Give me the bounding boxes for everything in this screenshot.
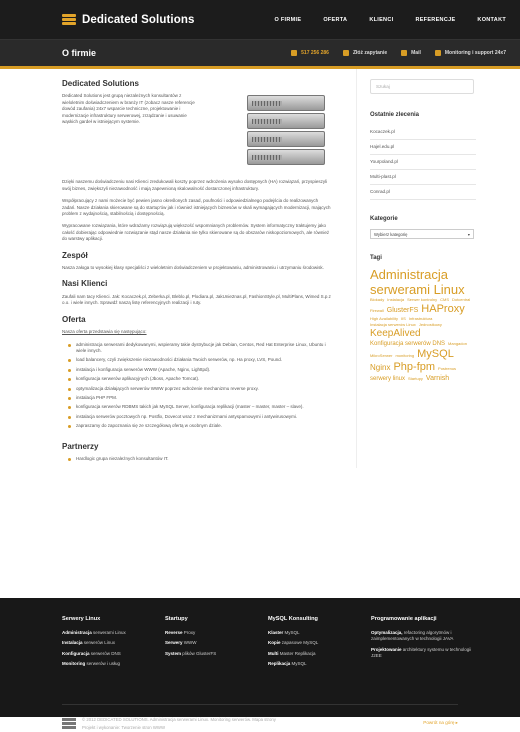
chevron-down-icon: ▾ bbox=[467, 231, 470, 237]
tag-link[interactable]: Instalacja bbox=[387, 297, 405, 302]
subheader bbox=[0, 40, 520, 69]
back-to-top-link[interactable]: Powrót na górę ▸ bbox=[423, 720, 458, 725]
tag-link[interactable]: HAProxy bbox=[421, 303, 465, 315]
tag-cloud bbox=[370, 268, 476, 384]
tag-link[interactable]: Postrenus bbox=[438, 366, 457, 371]
footer-link[interactable]: Klaster MySQL bbox=[268, 630, 300, 636]
list-item: instalacja PHP FPM. bbox=[68, 395, 331, 401]
recent-list bbox=[370, 125, 476, 200]
footer bbox=[0, 598, 520, 730]
footer-heading: MySQL Konsulting bbox=[268, 616, 318, 622]
tag-link[interactable]: Konfiguracja serwerów DNS bbox=[370, 341, 446, 347]
mail-icon bbox=[401, 50, 407, 56]
tag-link[interactable]: Blokady bbox=[370, 297, 385, 302]
offer-heading: Oferta bbox=[62, 314, 86, 324]
partners-heading: Partnerzy bbox=[62, 441, 99, 451]
footer-link[interactable]: Multi Master Replikacja bbox=[268, 650, 316, 656]
categories-heading: Kategorie bbox=[370, 216, 398, 222]
footer-columns bbox=[0, 598, 520, 671]
footer-divider bbox=[62, 704, 458, 705]
sidebar bbox=[356, 69, 476, 468]
nav-referencje[interactable]: REFERENCJE bbox=[415, 16, 456, 23]
tag-link[interactable]: monitoring bbox=[395, 353, 415, 358]
main-nav bbox=[274, 17, 506, 23]
list-item: instalacja serwerów pocztowych np. Postfix, Dovecot wraz z mechanizmami antyspamowymi i antywirusowymi. bbox=[68, 414, 331, 420]
footer-logo-icon bbox=[62, 717, 76, 731]
footer-link[interactable]: Monitoring serwerów i usług bbox=[62, 660, 121, 666]
recent-heading: Ostatnie zlecenia bbox=[370, 112, 420, 118]
main-content bbox=[62, 69, 331, 468]
tag-link[interactable]: Firewall bbox=[370, 308, 384, 313]
company-heading: Dedicated Solutions bbox=[62, 79, 139, 88]
recent-item[interactable]: Hajel.edu.pl bbox=[370, 140, 476, 155]
footer-heading: Startupy bbox=[165, 616, 188, 622]
logo-icon bbox=[62, 13, 76, 27]
footer-column bbox=[268, 616, 371, 671]
tag-link[interactable]: IIS bbox=[400, 316, 406, 321]
tag-link[interactable]: Varnish bbox=[425, 375, 450, 382]
team-text: Nasza załoga to wysokiej klasy specjaliści z wieloletnim doświadczeniem w projektowaniu, administrowaniu i utrzymaniu środowisk. bbox=[62, 265, 324, 271]
offer-intro: Nasza oferta przedstawia się następująco: bbox=[62, 329, 147, 335]
tag-link[interactable]: serwery linux bbox=[370, 376, 406, 382]
footer-heading: Programowanie aplikacji bbox=[371, 616, 437, 622]
page-title: O firmie bbox=[62, 48, 97, 58]
offer-list bbox=[68, 342, 331, 430]
chat-icon bbox=[343, 50, 349, 56]
clients-heading: Nasi Klienci bbox=[62, 279, 108, 289]
mail-link[interactable]: Mail bbox=[401, 50, 421, 56]
nav-kontakt[interactable]: KONTAKT bbox=[477, 16, 506, 23]
tag-link[interactable]: Startupy bbox=[408, 376, 423, 381]
footer-column bbox=[165, 616, 268, 671]
clients-text: Zaufali nam tacy Klienci. Jak: Kocaczek.pl, Zeberka.pl, Bleblo.pl, Plodiara.pl, JakUnie2nas.pl, FashionStyle.pl, MultiPlans, Wimed S.p.z o.o. i wiele innych. Sprawdź naszą listę referencyjnych realizacji i ruty. bbox=[62, 293, 331, 306]
tag-link[interactable]: Serwer kontrolny bbox=[407, 297, 438, 302]
tag-link[interactable]: Php-fpm bbox=[393, 361, 436, 373]
list-item: administracja serwerami dedykowanymi, wspieramy takie dystrybucje jak Debian, Centos, Red Hat Enterprise Linux, Ubuntu i wiele innych. bbox=[68, 342, 331, 355]
tag-link[interactable]: CMS bbox=[440, 297, 450, 302]
phone-contact[interactable]: 517 256 286 bbox=[291, 50, 329, 56]
tags-heading: Tagi bbox=[370, 255, 382, 261]
brand-name: Dedicated Solutions bbox=[82, 13, 195, 26]
contact-strip bbox=[291, 50, 506, 56]
footer-link[interactable]: Reverse Proxy bbox=[165, 630, 196, 636]
tag-link[interactable]: Infrastruktura bbox=[408, 316, 433, 321]
tag-link[interactable]: Mangadon bbox=[448, 341, 467, 346]
tag-link[interactable]: Dotcentral bbox=[452, 297, 471, 302]
tag-link[interactable]: MySQL bbox=[417, 348, 454, 360]
footer-heading: Serwery Linux bbox=[62, 616, 101, 622]
footer-link[interactable]: Kopie zapasowe MySQL bbox=[268, 640, 319, 646]
tag-link[interactable]: GlusterFS bbox=[386, 307, 419, 314]
copyright: © 2012 DEDICATED SOLUTIONS. Administracja serwerami Linux. Monitoring serwerów. Mapa strony Projekt i wykonanie: Tworzenie stron WWW bbox=[62, 716, 276, 732]
recent-item[interactable]: Conrad.pl bbox=[370, 185, 476, 200]
tag-link[interactable]: KeepAlived bbox=[370, 328, 421, 339]
server-image bbox=[241, 91, 331, 173]
team-heading: Zespół bbox=[62, 250, 88, 260]
tag-link[interactable]: Instalacja serwerów Linux bbox=[370, 322, 416, 327]
logo[interactable] bbox=[62, 13, 194, 27]
category-select[interactable]: Wybierz kategorię ▾ bbox=[370, 229, 474, 239]
recent-item[interactable]: Yourpoland.pl bbox=[370, 155, 476, 170]
footer-link[interactable]: System plików GlusterFS bbox=[165, 650, 217, 656]
nav-klienci[interactable]: KLIENCI bbox=[369, 16, 394, 23]
nav-o-firmie[interactable]: O FIRMIE bbox=[274, 16, 302, 23]
top-bar bbox=[0, 0, 520, 40]
footer-link[interactable]: Administracja serwerami Linux bbox=[62, 630, 126, 636]
footer-column bbox=[371, 616, 474, 671]
intro-text: Dedicated Solutions jest grupą niezależnych konsultantów z wieloletnim doświadczeniem w branży IT (zobacz nasze referencje dowód zaufania) 24x7 wsparcie techniczne, projektowanie i modernizacje infrastruktury serwerowej, zrządzanie i usuwanie wąskich gardeł w istniejącym systemie. bbox=[62, 93, 195, 125]
recent-item[interactable]: Multi-plast.pl bbox=[370, 170, 476, 185]
list-item: konfiguracja serwerów aplikacyjnych (Jboss, Apache Tomcat). bbox=[68, 376, 331, 382]
paragraph-1: Dzięki naszemu doświadczeniu nasi Klienci zredukowali koszty poprzez wdrożenia wysoko dostępnych (HA) rozwiązań, przyspieszyli swój biznes, zwiększyli niezawodność i mają zapewnioną skalowalność dostarczonej infrastruktury. bbox=[62, 179, 328, 191]
partner-link[interactable]: Hardlogic grupa niezależnych konsultantów IT. bbox=[68, 456, 331, 462]
phone-icon bbox=[291, 50, 297, 56]
list-item: optymalizacja działających serwerów WWW poprzez wdrożenie mechanizmu reverse proxy. bbox=[68, 386, 331, 392]
list-item: load balancery, czyli zwiększenie niezawodności działania Twoich serwerów, np. Ha proxy, LVS, Pound. bbox=[68, 357, 331, 363]
monitor-icon bbox=[435, 50, 441, 56]
footer-link[interactable]: Projektowanie architektury systemu w technologii J2EE bbox=[371, 646, 472, 658]
tag-link[interactable]: Administracja bbox=[370, 267, 449, 282]
list-item: konfiguracja serwerów RDBMS takich jak MySQL Server, konfiguracja replikacji (master – master, master – slave). bbox=[68, 404, 331, 410]
paragraph-2: Współpracujący z nami możecie być pewien jasno określonych zasad, poufności i odpowiedzialnego podejścia do realizowanych zadań. Nasze działania skierowane są do startup'ów jak i również istniejących biznesów w skali wymagających modernizacji, mających problem z wydajnością, stabilnością i dostępnością. bbox=[62, 198, 331, 217]
nav-oferta[interactable]: OFERTA bbox=[323, 16, 348, 23]
recent-item[interactable]: Kocaczek.pl bbox=[370, 125, 476, 140]
paragraph-3: Wypracowane rozwiązania, które wdrażamy rozwiązują większość wspomnianych problemów. System informatyczny traktujemy jako całość dobierając odpowiednie rozwiązanie stąd nasze działania nie tylko skierowane są do obszarów niskopoziomowych, ale również do warstwy aplikacji. bbox=[62, 223, 330, 242]
list-item: instalacja i konfiguracja serwerów WWW (Apache, Nginx, Lighttpd). bbox=[68, 367, 331, 373]
footer-link[interactable]: Optymalizacja, refactoring algorytmów i zaimplementowanych w technologii JAVA bbox=[371, 630, 454, 642]
tag-link[interactable]: High Availability bbox=[370, 316, 398, 321]
tag-link[interactable]: MikroSerwer bbox=[370, 353, 393, 358]
tag-link[interactable]: Jednostkowy bbox=[418, 322, 442, 327]
tag-link[interactable]: serwerami Linux bbox=[370, 282, 465, 297]
list-item: zapraszamy do zapoznania się ze szczegółową ofertą w osobnym dziale. bbox=[68, 423, 331, 429]
monitoring-link[interactable]: Monitoring i support 24x7 bbox=[435, 50, 506, 56]
request-link[interactable]: Złóż zapytanie bbox=[343, 50, 387, 56]
footer-link[interactable]: Instalacja serwerów Linux bbox=[62, 640, 116, 646]
tag-link[interactable]: Nginx bbox=[370, 363, 391, 372]
footer-link[interactable]: Konfiguracja serwerów DNS bbox=[62, 650, 121, 656]
footer-link[interactable]: Serwery WWW bbox=[165, 640, 197, 646]
search-input[interactable]: Szukaj bbox=[370, 79, 474, 94]
footer-column bbox=[62, 616, 165, 671]
footer-link[interactable]: Replikacja MySQL bbox=[268, 660, 307, 666]
